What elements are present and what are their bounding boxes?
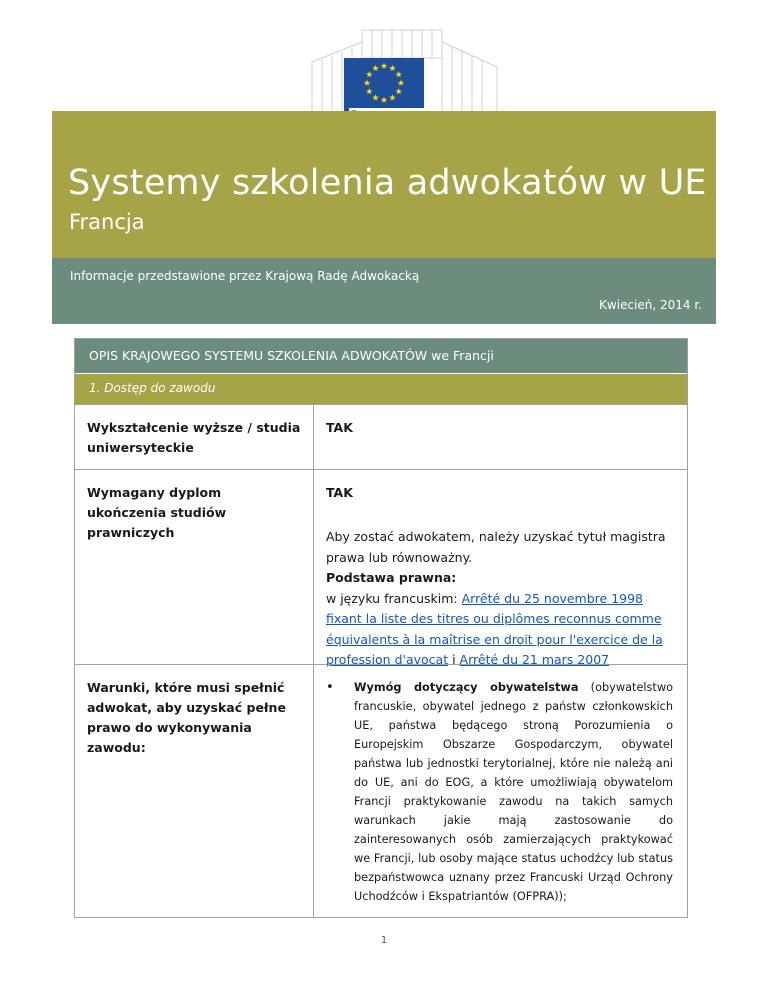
eu-star-icon — [366, 88, 372, 94]
page-number: 1 — [380, 935, 388, 946]
bullet-text — [354, 678, 673, 906]
table-row — [75, 405, 687, 470]
bullet-dot-icon: • — [326, 680, 334, 695]
row-value: TAK — [326, 485, 353, 500]
list-item — [326, 678, 673, 906]
info-text: Informacje przedstawione przez Krajową Radę Adwokacką — [70, 269, 420, 283]
row-value: TAK — [326, 420, 353, 435]
title-band — [52, 111, 716, 258]
publication-date: Kwiecień, 2014 r. — [599, 298, 702, 312]
eu-star-icon — [395, 88, 401, 94]
eu-star-icon — [398, 80, 404, 86]
table-row — [75, 665, 687, 917]
eu-star-icon — [372, 94, 378, 100]
eu-star-icon — [381, 63, 387, 69]
eu-star-icon — [389, 65, 395, 71]
row-value-cell — [314, 405, 687, 469]
legal-language-prefix: w języku francuskim: — [326, 590, 458, 606]
legal-basis-label: Podstawa prawna: — [326, 570, 457, 585]
eu-star-icon — [366, 71, 372, 77]
row-label-cell — [75, 405, 314, 469]
bullet-bold-lead: Wymóg dotyczący obywatelstwa — [354, 681, 579, 694]
eu-star-icon — [395, 71, 401, 77]
eu-star-icon — [381, 97, 387, 103]
row-label-cell — [75, 665, 314, 917]
page-subtitle: Francja — [69, 210, 145, 234]
link-connector: i — [452, 652, 456, 667]
description-table — [74, 338, 688, 918]
bullet-body: (obywatelstwo francuskie, obywatel jednego z państw członkowskich UE, państwa będącego stroną Porozumienia o Europejskim Obszarze Gospodarczym, obywatel państwa lub jednostki terytorialnej, które nie należą ani do UE, ani do EOG, a które umożliwiają obywatelom Francji praktykowanie zawodu na takich samych warunkach jakie mają zastosowanie do zainteresowanych osób zamierzających praktykować we Francji, lub osoby mające status uchodźcy lub status bezpaństwowca uznany przez Francuski Urząd Ochrony Uchodźców i Ekspatriantów (OFPRA)); — [354, 681, 673, 903]
subsection-title: 1. Dostęp do zawodu — [89, 381, 216, 395]
eu-star-icon — [372, 65, 378, 71]
legal-link-arrete-2007[interactable]: Arrêté du 21 mars 2007 — [459, 652, 610, 667]
row-label: Warunki, które musi spełnić adwokat, aby uzyskać pełne prawo do wykonywania zawodu: — [87, 680, 286, 755]
row-label: Wymagany dyplom ukończenia studiów prawniczych — [87, 485, 227, 540]
eu-star-icon — [389, 94, 395, 100]
row-value-cell — [314, 665, 687, 917]
row-description-block — [326, 527, 673, 671]
row-label-cell — [75, 470, 314, 664]
section-title: OPIS KRAJOWEGO SYSTEMU SZKOLENIA ADWOKATÓW we Francji — [89, 348, 494, 363]
legal-link-arrete-1998[interactable]: Arrêté du 25 novembre 1998 fixant la liste des titres ou diplômes reconnus comme équivalents à la maîtrise en droit pour l'exercice de la profession d'avocat — [326, 590, 663, 667]
subsection-header — [75, 374, 687, 405]
row-label: Wykształcenie wyższe / studia uniwersyteckie — [87, 420, 301, 455]
row-description: Aby zostać adwokatem, należy uzyskać tytuł magistra prawa lub równoważny. — [326, 529, 666, 565]
page-title: Systemy szkolenia adwokatów w UE — [68, 163, 707, 203]
info-band — [52, 258, 716, 324]
row-value-cell — [314, 470, 687, 667]
table-row — [75, 470, 687, 665]
eu-star-icon — [364, 80, 370, 86]
section-header — [75, 339, 687, 374]
